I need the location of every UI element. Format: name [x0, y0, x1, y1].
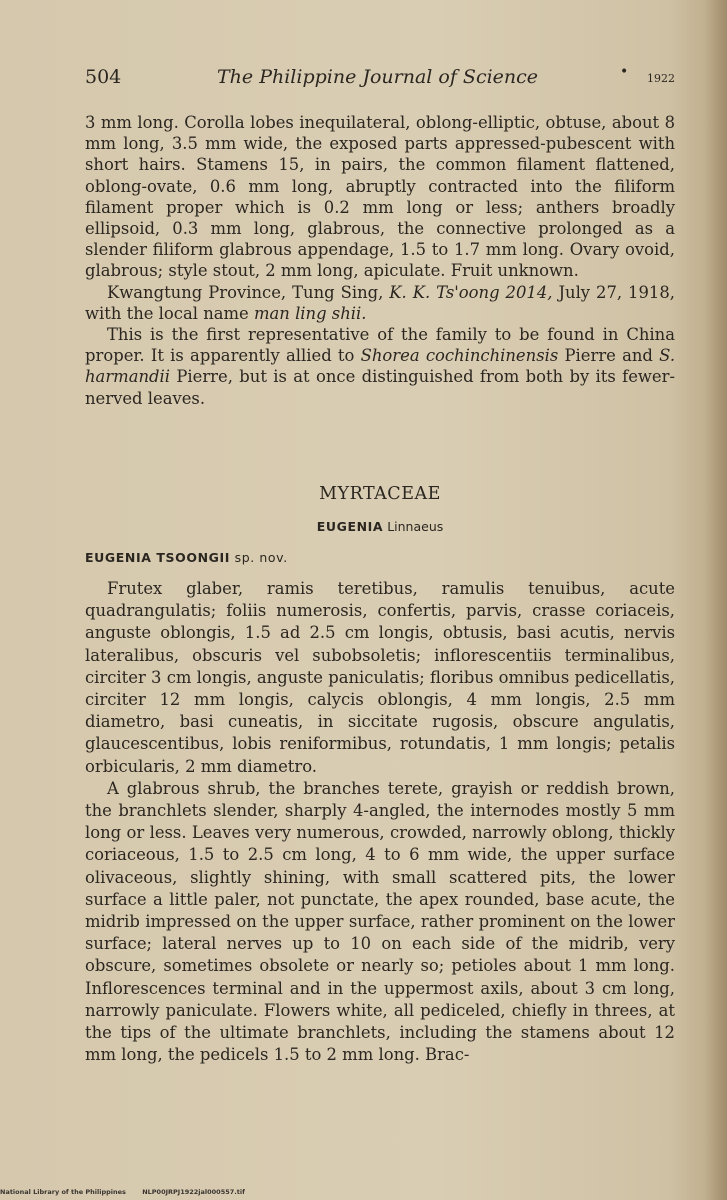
- description-block: [85, 578, 675, 1066]
- latin-description: Frutex glaber, ramis teretibus, ramulis tenuibus, acute quadrangulatis; foliis numerosis, confertis, parvis, crasse coriaceis, anguste oblongis, 1.5 ad 2.5 cm longis, obtusis, basi acutis, nervis lateralibus, obscuris vel subobsoletis; inflorescentiis terminalibus, circiter 3 cm longis, anguste paniculatis; floribus omnibus pedicellatis, circiter 12 mm longis, calycis oblongis, 4 mm longis, 2.5 mm diametro, basi cuneatis, in siccitate rugosis, obscure angulatis, glaucescentibus, lobis reniformibus, rotundatis, 1 mm longis; petalis orbicularis, 2 mm diametro.: [85, 579, 675, 776]
- collector-number: K. K. Ts'oong 2014,: [389, 282, 553, 302]
- species-suffix: sp. nov.: [234, 550, 288, 565]
- page-header: [85, 66, 675, 96]
- scan-footer: [0, 1188, 727, 1196]
- paragraph-remarks: [85, 324, 675, 409]
- page-number: 504: [85, 66, 122, 88]
- english-description: A glabrous shrub, the branches terete, grayish or reddish brown, the branchlets slender, sharply 4-angled, the internodes mostly 5 mm long or less. Leaves very numerous, crowded, narrowly oblong, thickly coriaceous, 1.5 to 2.5 cm long, 4 to 6 mm wide, the upper surface olivaceous, slightly shining, with small scattered pits, the lower surface a little paler, not punctate, the apex rounded, base acute, the midrib impressed on the upper surface, rather prominent on the lower surface; lateral nerves up to 10 on each side of the midrib, very obscure, sometimes obsolete or nearly so; petioles about 1 mm long. Inflorescences terminal and in the uppermost axils, about 3 cm long, narrowly paniculate. Flowers white, all pediceled, chiefly in threes, at the tips of the ultimate branchlets, including the stamens about 12 mm long, the pedicels 1.5 to 2 mm long. Brac-: [85, 778, 675, 1065]
- header-year: 1922: [647, 72, 675, 85]
- genus-name: EUGENIA: [316, 519, 384, 534]
- species-heading: [85, 550, 288, 565]
- running-title: The Philippine Journal of Science: [217, 66, 539, 88]
- paragraph-corolla: 3 mm long. Corolla lobes inequilateral, oblong-elliptic, obtuse, about 8 mm long, 3.5 mm wide, the exposed parts appressed-pubescent with short hairs. Stamens 15, in pairs, the common filament flattened, oblong-ovate, 0.6 mm long, abruptly contracted into the filiform filament proper which is 0.2 mm long or less; anthers broadly ellipsoid, 0.3 mm long, glabrous, the connective prolonged as a slender filiform glabrous appendage, 1.5 to 1.7 mm long. Ovary ovoid, glabrous; style stout, 2 mm long, apiculate. Fruit unknown.: [85, 113, 675, 281]
- remarks-text-1: This is the first representative of the family to be found in China proper. It is apparently allied to: [85, 325, 675, 366]
- footer-file-id: NLP00JRPJ1922jal000557.tif: [142, 1188, 245, 1196]
- remarks-text-3: Pierre, but is at once distinguished from both by its fewer-nerved leaves.: [85, 367, 675, 408]
- species-reference-2: S. harmandii: [85, 346, 676, 387]
- locality-text: Kwangtung Province, Tung Sing,: [107, 282, 384, 302]
- species-reference-1: Shorea cochinchinensis: [360, 346, 559, 366]
- footer-library: National Library of the Philippines: [0, 1188, 126, 1196]
- remarks-text-2: Pierre and: [564, 346, 653, 366]
- family-heading: MYRTACEAE: [319, 484, 441, 504]
- local-name: man ling shii.: [253, 303, 367, 323]
- genus-author: Linnaeus: [387, 519, 444, 534]
- locality-date: July 27, 1918, with the local name: [85, 282, 675, 323]
- header-marker: •: [620, 64, 629, 80]
- paragraph-locality: [85, 282, 675, 324]
- page-edge-shadow: [705, 0, 727, 1200]
- genus-heading: [85, 519, 675, 534]
- top-text-block: [85, 112, 675, 409]
- species-name: EUGENIA TSOONGII: [85, 550, 231, 565]
